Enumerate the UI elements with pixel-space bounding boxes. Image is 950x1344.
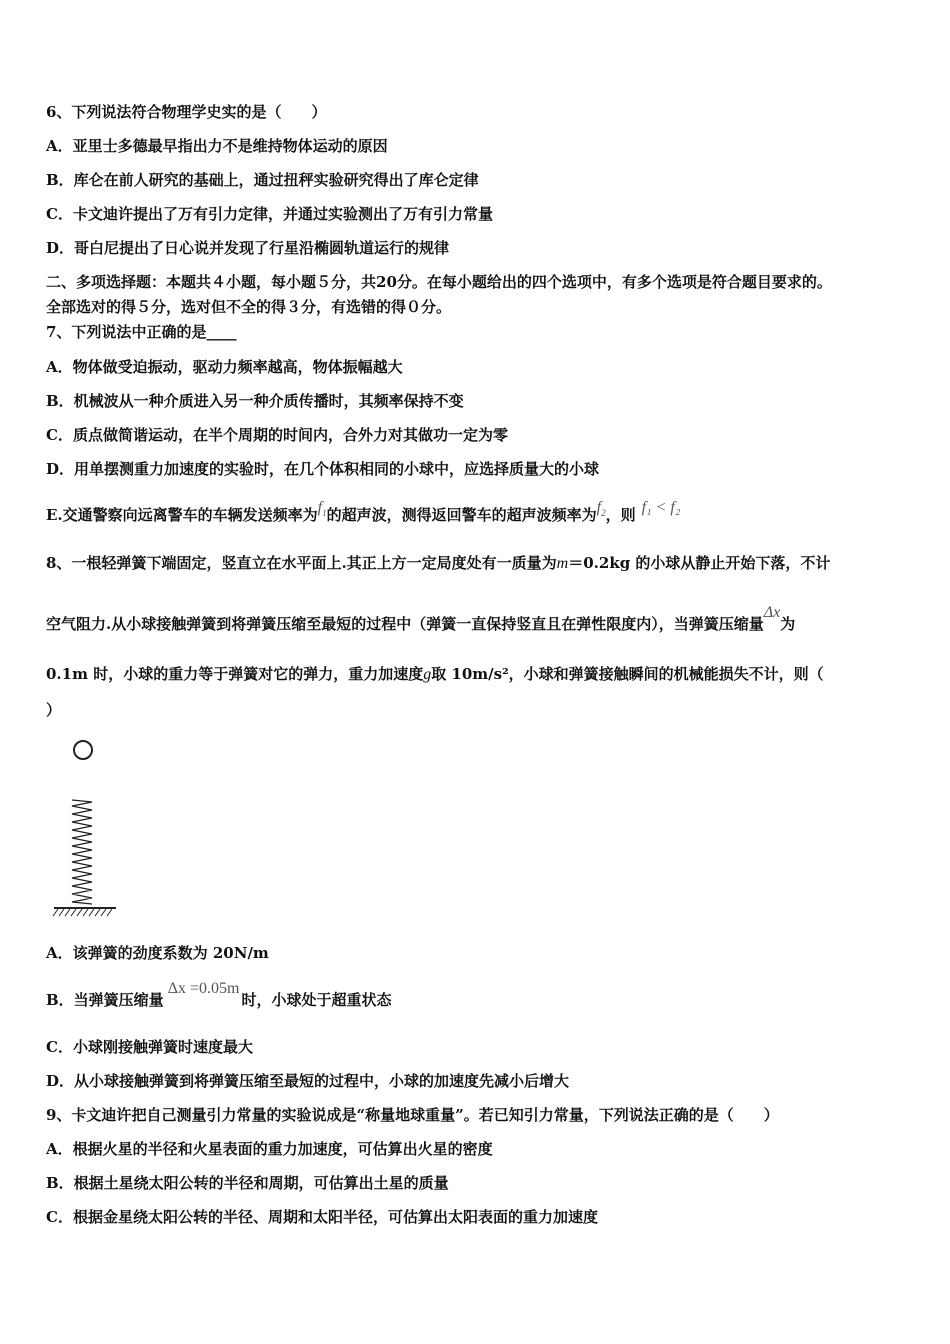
q6-option-b: B．库仑在前人研究的基础上，通过扭秤实验研究得出了库仑定律 xyxy=(46,171,479,189)
ground-hatch xyxy=(53,909,112,916)
q6-option-d: D．哥白尼提出了日心说并发现了行星沿椭圆轨道运行的规律 xyxy=(46,239,450,257)
spring xyxy=(72,800,92,904)
q7-option-d: D．用单摆测重力加速度的实验时，在几个体积相同的小球中，应选择质量大的小球 xyxy=(46,460,600,478)
q8-option-d: D．从小球接触弹簧到将弹簧压缩至最短的过程中，小球的加速度先减小后增大 xyxy=(46,1072,570,1090)
q7-f1: $f_1$ xyxy=(317,499,327,519)
q8-option-b: B．当弹簧压缩量Δx =0.05m时，小球处于超重状态 xyxy=(46,980,392,1009)
q7-option-e-part3: ，则 xyxy=(605,506,636,524)
ball xyxy=(74,741,92,759)
q9-option-b: B．根据土星绕太阳公转的半径和周期，可估算出土星的质量 xyxy=(46,1174,449,1192)
q9-option-c: C．根据金星绕太阳公转的半径、周期和太阳半径，可估算出太阳表面的重力加速度 xyxy=(46,1208,598,1226)
q7-option-e xyxy=(46,499,681,531)
q6-stem: 6、下列说法符合物理学史实的是（ ） xyxy=(46,103,327,121)
q7-option-e-part1: E.交通警察向远离警车的车辆发送频率为 xyxy=(46,506,318,524)
q9-stem: 9、卡文迪许把自己测量引力常量的实验说成是“称量地球重量”。若已知引力常量，下列说法正确的是（ ） xyxy=(46,1106,779,1124)
q7-stem: 7、下列说法中正确的是____ xyxy=(46,323,237,341)
q6-option-c: C．卡文迪许提出了万有引力定律，并通过实验测出了万有引力常量 xyxy=(46,205,493,223)
q8-line4: ） xyxy=(46,701,62,719)
q7-f2: $f_2$ xyxy=(596,499,606,519)
q8-option-c: C．小球刚接触弹簧时速度最大 xyxy=(46,1038,253,1056)
section2-line1: 二、多项选择题：本题共４小题，每小题５分，共20分。在每小题给出的四个选项中，有多个选项是符合题目要求的。 xyxy=(46,273,832,291)
q8-line2: 空气阻力.从小球接触弹簧到将弹簧压缩至最短的过程中（弹簧一直保持竖直且在弹性限度内），当弹簧压缩量Δx为 xyxy=(46,604,796,633)
q9-option-a: A．根据火星的半径和火星表面的重力加速度，可估算出火星的密度 xyxy=(46,1140,493,1158)
q8-delta-x: Δx xyxy=(763,604,781,621)
q7-relation: f₁ < f₂ xyxy=(641,499,681,516)
q7-option-c: C．质点做简谐运动，在半个周期的时间内，合外力对其做功一定为零 xyxy=(46,426,508,444)
q7-option-a: A．物体做受迫振动，驱动力频率越高，物体振幅越大 xyxy=(46,358,403,376)
q7-option-b: B．机械波从一种介质进入另一种介质传播时，其频率保持不变 xyxy=(46,392,464,410)
q8-line3: 0.1m 时，小球的重力等于弹簧对它的弹力，重力加速度g取 10m/s²，小球和弹簧接触瞬间的机械能损失不计，则（ xyxy=(46,665,824,683)
section2-line2: 全部选对的得５分，选对但不全的得３分，有选错的得０分。 xyxy=(46,298,452,316)
spring-ball-figure xyxy=(50,738,120,920)
q8-option-a: A．该弹簧的劲度系数为 20N/m xyxy=(46,944,269,962)
q8-option-b-math: Δx =0.05m xyxy=(167,980,240,997)
q7-option-e-part2: 的超声波，测得返回警车的超声波频率为 xyxy=(326,506,597,524)
q6-option-a: A．亚里士多德最早指出力不是维持物体运动的原因 xyxy=(46,137,388,155)
q8-line1: 8、一根轻弹簧下端固定，竖直立在水平面上.其正上方一定局度处有一质量为m＝0.2kg 的小球从静止开始下落，不计 xyxy=(46,554,831,572)
